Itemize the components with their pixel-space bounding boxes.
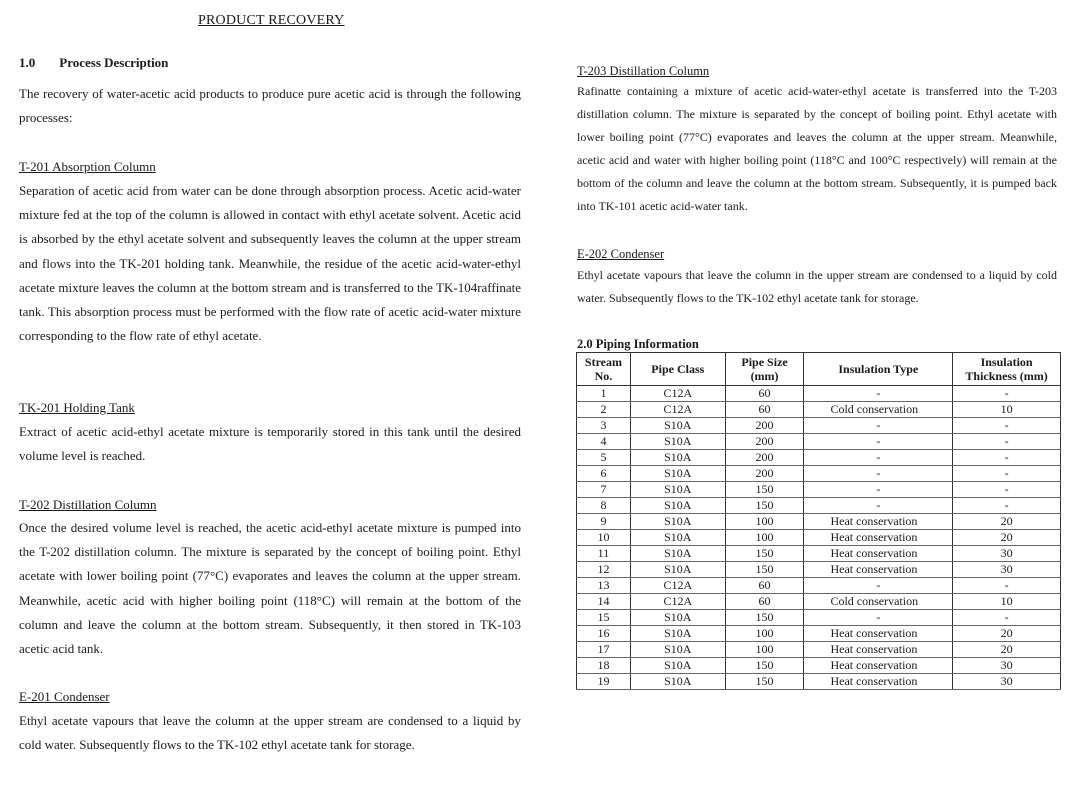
table-row [577,386,1061,402]
cell-insulation-thickness: 20 [953,530,1061,546]
intro-paragraph: The recovery of water-acetic acid products to produce pure acetic acid is through the following processes: [19,86,521,126]
table-row [577,466,1061,482]
cell-stream-no: 13 [577,578,631,594]
cell-insulation-type: - [804,482,953,498]
cell-pipe-size: 150 [725,498,804,514]
cell-pipe-class: S10A [630,482,725,498]
cell-insulation-thickness: 20 [953,514,1061,530]
header-pipe-size: Pipe Size (mm) [725,353,804,386]
cell-pipe-size: 150 [725,658,804,674]
cell-insulation-type: Heat conservation [804,514,953,530]
tk201-paragraph: Extract of acetic acid-ethyl acetate mixture is temporarily stored in this tank until the desired volume level is reached. [19,424,521,464]
t202-paragraph: Once the desired volume level is reached, the acetic acid-ethyl acetate mixture is pumped into the T-202 distillation column. The mixture is separated by the concept of boiling point. Ethyl acetate with lower boiling point (77°C) evaporates and leaves the column at the upper stream. Meanwhile, acetic acid with higher boiling point (118°C) will remain at the bottom of the column and leave the column at the bottom stream. Subsequently, it then stored in TK-103 acetic acid tank. [19,520,521,657]
e201-paragraph: Ethyl acetate vapours that leave the column at the upper stream are condensed to a liquid by cold water. Subsequently flows to the TK-102 ethyl acetate tank for storage. [19,713,521,753]
cell-pipe-size: 150 [725,562,804,578]
table-row [577,402,1061,418]
cell-insulation-thickness: 30 [953,674,1061,690]
cell-stream-no: 2 [577,402,631,418]
table-row [577,578,1061,594]
table-row [577,562,1061,578]
t202-heading: T-202 Distillation Column [19,497,157,512]
piping-heading: 2.0 Piping Information [577,337,699,351]
cell-pipe-class: S10A [630,626,725,642]
cell-insulation-thickness: - [953,450,1061,466]
cell-stream-no: 14 [577,594,631,610]
table-row [577,642,1061,658]
table-row [577,498,1061,514]
cell-insulation-type: - [804,578,953,594]
piping-table [576,352,1061,690]
cell-insulation-thickness: - [953,418,1061,434]
cell-stream-no: 19 [577,674,631,690]
cell-insulation-type: Heat conservation [804,626,953,642]
cell-insulation-thickness: 30 [953,658,1061,674]
cell-stream-no: 9 [577,514,631,530]
header-insulation-type: Insulation Type [804,353,953,386]
table-row [577,658,1061,674]
cell-pipe-size: 100 [725,642,804,658]
cell-insulation-thickness: - [953,466,1061,482]
table-row [577,626,1061,642]
cell-pipe-class: S10A [630,514,725,530]
cell-insulation-thickness: - [953,386,1061,402]
cell-insulation-type: Heat conservation [804,530,953,546]
cell-pipe-class: S10A [630,610,725,626]
cell-pipe-class: S10A [630,546,725,562]
cell-pipe-class: C12A [630,594,725,610]
cell-pipe-size: 150 [725,674,804,690]
cell-pipe-class: S10A [630,498,725,514]
piping-table-body [577,386,1061,690]
cell-pipe-class: C12A [630,402,725,418]
cell-pipe-size: 100 [725,514,804,530]
e201-heading: E-201 Condenser [19,689,110,704]
cell-insulation-type: - [804,498,953,514]
cell-stream-no: 5 [577,450,631,466]
cell-pipe-size: 60 [725,578,804,594]
table-row [577,610,1061,626]
cell-insulation-type: Heat conservation [804,642,953,658]
tk201-heading: TK-201 Holding Tank [19,400,135,415]
page-title: PRODUCT RECOVERY [198,13,345,28]
table-row [577,450,1061,466]
cell-pipe-size: 150 [725,546,804,562]
cell-pipe-size: 150 [725,610,804,626]
cell-insulation-thickness: 10 [953,402,1061,418]
cell-insulation-type: Heat conservation [804,546,953,562]
cell-stream-no: 4 [577,434,631,450]
t203-heading: T-203 Distillation Column [577,64,710,78]
cell-pipe-class: S10A [630,418,725,434]
cell-stream-no: 16 [577,626,631,642]
cell-insulation-thickness: - [953,610,1061,626]
cell-insulation-type: Cold conservation [804,594,953,610]
cell-pipe-class: S10A [630,466,725,482]
cell-insulation-thickness: 10 [953,594,1061,610]
cell-insulation-type: Heat conservation [804,658,953,674]
cell-pipe-size: 60 [725,594,804,610]
section-heading [19,54,168,72]
t201-heading: T-201 Absorption Column [19,159,156,174]
table-row [577,418,1061,434]
cell-insulation-thickness: 30 [953,546,1061,562]
table-row [577,434,1061,450]
cell-pipe-size: 200 [725,450,804,466]
cell-insulation-type: - [804,386,953,402]
table-row [577,530,1061,546]
header-pipe-class: Pipe Class [630,353,725,386]
cell-insulation-thickness: - [953,498,1061,514]
header-stream-no: Stream No. [577,353,631,386]
t201-paragraph: Separation of acetic acid from water can be done through absorption process. Acetic acid-water mixture fed at the top of the column is allowed in contact with ethyl acetate solvent. Acetic acid is absorbed by the ethyl acetate solvent and subsequently leaves the column at the upper stream and flows into the TK-201 holding tank. Meanwhile, the residue of the acetic acid-water-ethyl acetate mixture leaves the column at the bottom stream and is transferred to the TK-104raffinate tank. This absorption process must be performed with the flow rate of acetic acid-water mixture corresponding to the flow rate of ethyl acetate. [19,183,521,344]
cell-pipe-size: 200 [725,434,804,450]
e202-paragraph: Ethyl acetate vapours that leave the column in the upper stream are condensed to a liquid by cold water. Subsequently flows to the TK-102 ethyl acetate tank for storage. [577,268,1057,305]
cell-insulation-type: - [804,418,953,434]
cell-stream-no: 3 [577,418,631,434]
cell-stream-no: 7 [577,482,631,498]
cell-pipe-class: C12A [630,578,725,594]
cell-insulation-thickness: 30 [953,562,1061,578]
cell-stream-no: 15 [577,610,631,626]
t203-paragraph: Rafinatte containing a mixture of acetic acid-water-ethyl acetate is transferred into the T-203 distillation column. The mixture is separated by the concept of boiling point. Ethyl acetate with lower boiling point (77°C) evaporates and leaves the column at the upper stream. Meanwhile, acetic acid and water with higher boiling point (118°C and 100°C respectively) will remain at the bottom of the column and leave the column at the bottom stream. Subsequently, it is pumped back into TK-101 acetic acid-water tank. [577,84,1057,213]
cell-pipe-size: 200 [725,466,804,482]
cell-insulation-thickness: - [953,434,1061,450]
cell-insulation-type: - [804,450,953,466]
table-row [577,594,1061,610]
section-number: 1.0 [19,55,36,70]
cell-stream-no: 12 [577,562,631,578]
table-row [577,514,1061,530]
cell-pipe-class: S10A [630,658,725,674]
cell-stream-no: 11 [577,546,631,562]
cell-pipe-size: 100 [725,530,804,546]
header-insulation-thickness: Insulation Thickness (mm) [953,353,1061,386]
cell-pipe-class: S10A [630,434,725,450]
cell-pipe-class: S10A [630,562,725,578]
cell-stream-no: 18 [577,658,631,674]
table-row [577,482,1061,498]
cell-insulation-thickness: 20 [953,642,1061,658]
cell-insulation-type: - [804,610,953,626]
cell-pipe-class: S10A [630,530,725,546]
cell-pipe-class: S10A [630,674,725,690]
table-row [577,674,1061,690]
cell-pipe-size: 60 [725,402,804,418]
cell-insulation-thickness: 20 [953,626,1061,642]
table-row [577,546,1061,562]
table-header-row [577,353,1061,386]
e202-heading: E-202 Condenser [577,247,665,261]
cell-pipe-class: S10A [630,642,725,658]
cell-pipe-size: 100 [725,626,804,642]
cell-stream-no: 6 [577,466,631,482]
cell-insulation-type: Heat conservation [804,562,953,578]
cell-insulation-thickness: - [953,482,1061,498]
cell-insulation-type: - [804,434,953,450]
section-title: Process Description [59,55,169,70]
cell-insulation-type: Cold conservation [804,402,953,418]
cell-insulation-type: - [804,466,953,482]
cell-stream-no: 8 [577,498,631,514]
cell-pipe-size: 60 [725,386,804,402]
cell-pipe-size: 200 [725,418,804,434]
cell-stream-no: 1 [577,386,631,402]
cell-stream-no: 10 [577,530,631,546]
cell-pipe-class: S10A [630,450,725,466]
cell-pipe-size: 150 [725,482,804,498]
cell-insulation-type: Heat conservation [804,674,953,690]
cell-pipe-class: C12A [630,386,725,402]
cell-insulation-thickness: - [953,578,1061,594]
cell-stream-no: 17 [577,642,631,658]
